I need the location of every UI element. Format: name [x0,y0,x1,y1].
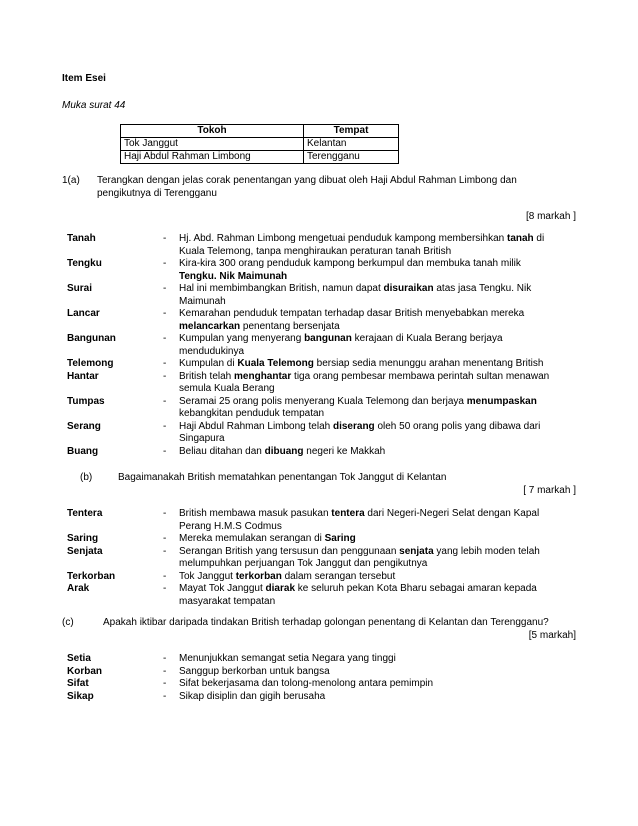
answer-text: negeri ke Makkah [303,445,386,457]
answer-description [179,333,573,358]
answer-term: Setia [67,653,91,664]
answer-line [179,321,573,334]
table-header-cell: Tempat [304,125,399,138]
answer-line [179,358,573,371]
answer-line [179,308,573,321]
answer-item [67,371,573,396]
answer-keyword: melancarkan [179,320,241,332]
answer-keyword: menghantar [234,370,292,382]
answer-dash: - [163,333,167,344]
answer-text: kebangkitan penduduk tempatan [179,408,325,419]
answer-item [67,308,573,333]
answer-text: Mayat Tok Janggut [179,583,266,594]
answer-term: Senjata [67,545,103,557]
answer-dash: - [163,445,167,457]
answer-description [179,421,573,446]
answer-dash: - [163,545,167,557]
answer-line [179,283,573,296]
answer-text: di [533,233,545,244]
answer-description [179,691,573,704]
answer-line [179,296,573,309]
answer-term: Terkorban [67,570,116,582]
answer-line [179,433,573,446]
answer-term: Tengku [67,258,102,269]
answer-term: Telemong [67,358,114,369]
answer-line [179,271,573,284]
answer-text: Haji Abdul Rahman Limbong telah [179,420,333,432]
answer-description [179,283,573,308]
table-cell: Kelantan [304,138,399,151]
answer-dash: - [163,570,167,582]
answer-text: Kuala Telemong, tanpa menghiraukan peraturan tanah British [179,245,452,257]
answer-text: British telah [179,370,235,382]
answer-text: Kumpulan yang menyerang [179,333,305,344]
answer-keyword: disuraikan [383,283,434,294]
answer-text: yang lebih moden telah [433,545,540,557]
answer-keyword: bangunan [304,333,352,344]
answer-description [179,371,573,396]
answer-term: Sifat [67,678,89,689]
answer-dash: - [163,233,167,244]
section-heading: Item Esei [62,73,106,84]
answer-keyword: tentera [331,508,365,519]
answer-text: Kemarahan penduduk tempatan terhadap dasar British menyebabkan mereka [179,308,525,319]
answer-keyword: Kuala Telemong [237,358,314,369]
answer-line [179,408,573,421]
answer-item [67,446,573,459]
answer-term: Saring [67,533,99,544]
marks-label: [ 7 markah ] [523,485,576,496]
answer-text: dalam serangan tersebut [281,570,396,582]
answer-dash: - [163,308,167,319]
question-number: (c) [62,617,74,628]
answer-dash: - [163,258,167,269]
answer-term: Buang [67,445,99,457]
answer-line [179,571,573,584]
table-cell: Terengganu [304,151,399,164]
answer-item [67,508,573,533]
answer-text: mendudukinya [179,345,245,357]
answer-description [179,233,573,258]
answer-keyword: diarak [265,583,296,594]
answer-dash: - [163,690,167,702]
answer-line [179,666,573,679]
answer-text: ke seluruh pekan Kota Bharu sebagai amaran kepada [295,583,537,594]
answer-keyword: terkorban [235,570,282,582]
answer-line [179,371,573,384]
answer-item [67,666,573,679]
answer-line [179,583,573,596]
answer-item [67,421,573,446]
table-cell: Tok Janggut [121,138,304,151]
answer-description [179,358,573,371]
answer-text: masyarakat tempatan [179,595,276,607]
answer-item [67,333,573,358]
answer-text: Singapura [179,433,225,444]
answer-text: Mereka memulakan serangan di [179,533,325,544]
page-reference: Muka surat 44 [62,100,126,111]
answer-line [179,346,573,359]
answer-description [179,396,573,421]
answer-line [179,396,573,409]
answer-item [67,258,573,283]
answer-line [179,653,573,666]
answer-line [179,383,573,396]
answer-text: Serangan British yang tersusun dan penggunaan [179,545,400,557]
answer-item [67,583,573,608]
answer-description [179,653,573,666]
question-number: (b) [80,472,93,483]
answer-keyword: senjata [399,545,434,557]
answer-item [67,533,573,546]
answer-text: bersiap sedia menunggu arahan menentang British [313,358,544,369]
marks-label: [8 markah ] [525,211,576,222]
answer-text: Hj. Abd. Rahman Limbong mengetuai penduduk kampong membersihkan [179,233,507,244]
question-number: 1(a) [62,175,80,186]
answer-item [67,691,573,704]
answer-keyword: dibuang [264,445,304,457]
answer-text: Sikap disiplin dan gigih berusaha [179,690,326,702]
table-row [121,151,399,164]
answer-keyword: Tengku. Nik Maimunah [179,270,288,282]
answer-line [179,533,573,546]
answer-text: Tok Janggut [179,570,236,582]
marks-label: [5 markah] [528,630,576,641]
answer-dash: - [163,665,167,677]
answer-text: Kira-kira 300 orang penduduk kampong berkumpul dan membuka tanah milik [179,258,521,269]
answer-term: Sikap [67,690,94,702]
answer-item [67,571,573,584]
answer-line [179,258,573,271]
answer-dash: - [163,533,167,544]
answer-keyword: tanah [506,233,534,244]
answer-item [67,233,573,258]
answer-dash: - [163,678,167,689]
answer-dash: - [163,653,167,664]
question-text: Terangkan dengan jelas corak penentangan yang dibuat oleh Haji Abdul Rahman Limbong dan [97,175,517,186]
answer-text: British membawa masuk pasukan [179,508,332,519]
answer-line [179,421,573,434]
table-header-row [121,125,399,138]
table-header-cell: Tokoh [121,125,304,138]
answer-term: Korban [67,665,102,677]
answer-text: kerajaan di Kuala Berang berjaya [351,333,503,344]
answer-description [179,258,573,283]
answer-dash: - [163,508,167,519]
answer-description [179,678,573,691]
answer-line [179,333,573,346]
answer-keyword: diserang [332,420,375,432]
answer-item [67,283,573,308]
answer-dash: - [163,395,167,407]
answer-description [179,308,573,333]
answer-line [179,691,573,704]
answer-line [179,596,573,609]
answer-dash: - [163,420,167,432]
answer-text: Kumpulan di [179,358,238,369]
answer-text: Maimunah [179,295,226,307]
answer-description [179,508,573,533]
answer-description [179,533,573,546]
answer-item [67,358,573,371]
answer-text: Menunjukkan semangat setia Negara yang tinggi [179,653,396,664]
answer-text: Sanggup berkorban untuk bangsa [179,665,330,677]
answer-term: Hantar [67,370,99,382]
question-text: Apakah iktibar daripada tindakan British terhadap golongan penentang di Kelantan dan Terengganu? [103,617,549,628]
answer-description [179,571,573,584]
answer-term: Arak [67,583,90,594]
answer-line [179,546,573,559]
answer-text: Perang H.M.S Codmus [179,520,282,532]
answer-text: penentang bersenjata [240,320,340,332]
answer-list-b [67,508,573,608]
answer-line [179,508,573,521]
answer-line [179,246,573,259]
question-text: Bagaimanakah British mematahkan penentangan Tok Janggut di Kelantan [118,472,447,483]
answer-term: Surai [67,283,93,294]
answer-text: Sifat bekerjasama dan tolong-menolong antara pemimpin [179,678,434,689]
answer-text: Hal ini membimbangkan British, namun dapat [179,283,384,294]
answer-text: semula Kuala Berang [179,383,275,394]
answer-text: melumpuhkan perjuangan Tok Janggut dan pengikutnya [179,558,428,569]
answer-line [179,678,573,691]
answer-text: Beliau ditahan dan [179,445,265,457]
answer-line [179,521,573,534]
answer-term: Bangunan [67,333,116,344]
answer-text: dari Negeri-Negeri Selat dengan Kapal [364,508,540,519]
answer-text: tiga orang pembesar membawa perintah sultan menawan [291,370,550,382]
answer-dash: - [163,370,167,382]
answer-item [67,546,573,571]
answer-dash: - [163,358,167,369]
answer-line [179,558,573,571]
answer-term: Serang [67,420,101,432]
question-text-continued: pengikutnya di Terengganu [97,188,217,199]
answer-dash: - [163,283,167,294]
answer-line [179,446,573,459]
answer-term: Tumpas [67,395,105,407]
answer-line [179,233,573,246]
answer-term: Tentera [67,508,103,519]
answer-description [179,666,573,679]
table-row [121,138,399,151]
answer-dash: - [163,583,167,594]
answer-keyword: menumpaskan [466,395,537,407]
answer-list-a [67,233,573,458]
answer-keyword: Saring [324,533,356,544]
answer-item [67,396,573,421]
answer-term: Lancar [67,308,100,319]
answer-description [179,583,573,608]
answer-item [67,678,573,691]
answer-text: oleh 50 orang polis yang dibawa dari [374,420,541,432]
answer-description [179,546,573,571]
answer-item [67,653,573,666]
answer-text: Seramai 25 orang polis menyerang Kuala Telemong dan berjaya [179,395,467,407]
answer-text: atas jasa Tengku. Nik [433,283,532,294]
answer-list-c [67,653,573,703]
figures-table [120,124,399,164]
answer-description [179,446,573,459]
answer-term: Tanah [67,233,96,244]
table-cell: Haji Abdul Rahman Limbong [121,151,304,164]
